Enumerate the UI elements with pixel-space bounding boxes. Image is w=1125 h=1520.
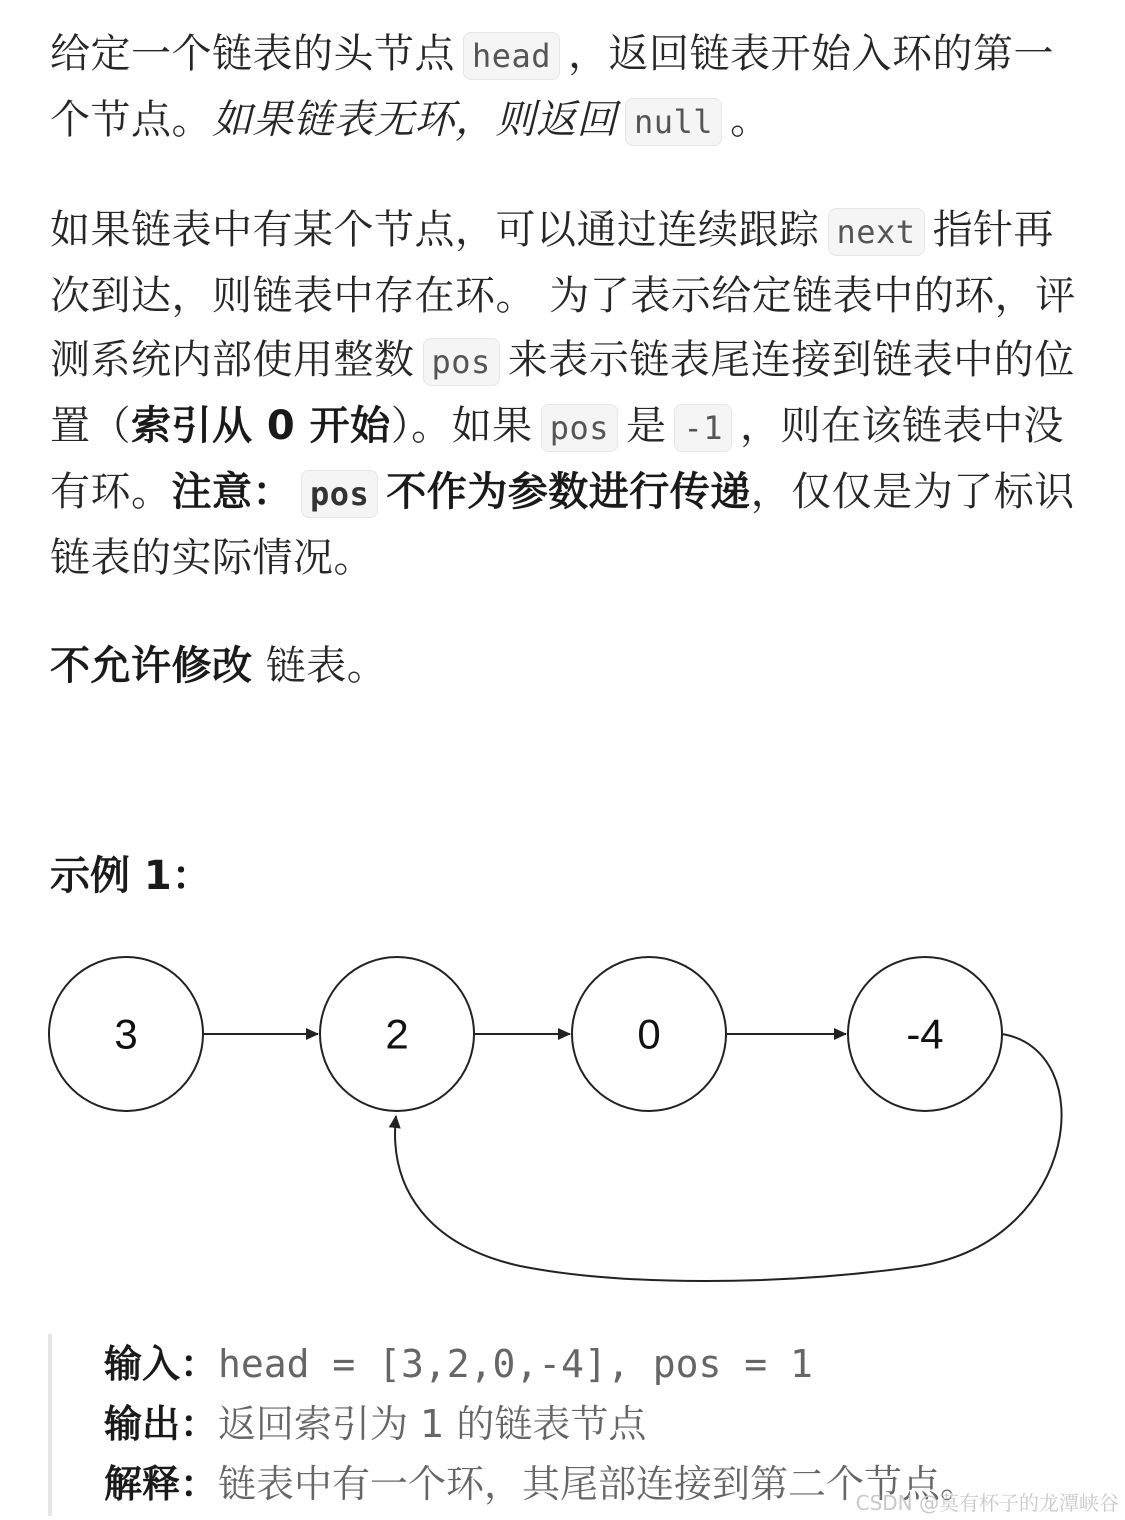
text: ，仅仅是为了标识链表的实际情况。 <box>50 469 1075 581</box>
code-next: next <box>828 208 925 256</box>
code-pos: pos <box>541 404 618 452</box>
node-3-label: -4 <box>906 1010 944 1058</box>
node-0 <box>49 957 203 1111</box>
explanation-label: 解释： <box>104 1462 219 1506</box>
node-3 <box>848 957 1002 1111</box>
italic-text: 如果链表无环，则返回 <box>212 97 617 143</box>
text: 如果链表中有某个节点，可以通过连续跟踪 <box>50 207 820 253</box>
code-pos: pos <box>423 338 500 386</box>
text: 来表示链表尾连接到链表中的位置（ <box>50 337 1075 449</box>
node-2 <box>572 957 726 1111</box>
explanation-value: 链表中有一个环，其尾部连接到第二个节点。 <box>218 1462 979 1506</box>
bold-text: 索引从 0 开始 <box>131 403 391 449</box>
input-value: head = [3,2,0,-4], pos = 1 <box>218 1342 813 1386</box>
code-head: head <box>463 32 560 80</box>
paragraph-intro <box>50 22 1085 154</box>
text: ，则在该链表中没有环。 <box>50 403 1065 515</box>
output-value: 返回索引为 1 的链表节点 <box>218 1402 647 1446</box>
bold-text: 注意： <box>171 469 293 515</box>
text: ）。如果 <box>390 403 533 449</box>
text: 是 <box>625 403 667 449</box>
bold-text: 不作为参数进行传递 <box>386 469 751 515</box>
example-output <box>104 1394 1108 1454</box>
watermark: CSDN @莫有杯子的龙潭峡谷 <box>855 1491 1119 1515</box>
paragraph-cycle-definition <box>50 198 1085 590</box>
input-label: 输入： <box>104 1342 219 1386</box>
node-2-label: 0 <box>637 1010 661 1058</box>
code-pos-bold: pos <box>301 470 378 518</box>
code-minus-one: -1 <box>674 404 732 452</box>
text: 链表。 <box>252 643 388 689</box>
example-input <box>104 1334 1108 1394</box>
text: 。 <box>730 97 771 143</box>
paragraph-no-modify <box>50 634 1085 698</box>
node-1 <box>320 957 474 1111</box>
linked-list-diagram <box>0 940 1125 1300</box>
text: 给定一个链表的头节点 <box>50 31 455 77</box>
bold-text: 不允许修改 <box>50 643 253 689</box>
code-null: null <box>625 98 722 146</box>
text: 指针再次到达，则链表中存在环。 为了表示给定链表中的环，评测系统内部使用整数 <box>50 207 1076 383</box>
node-1-label: 2 <box>385 1010 409 1058</box>
node-0-label: 3 <box>114 1010 138 1058</box>
example-title: 示例 1： <box>50 853 212 899</box>
problem-description <box>50 22 1085 698</box>
output-label: 输出： <box>104 1402 219 1446</box>
text: ，返回链表开始入环的第一个节点。 <box>50 31 1055 143</box>
